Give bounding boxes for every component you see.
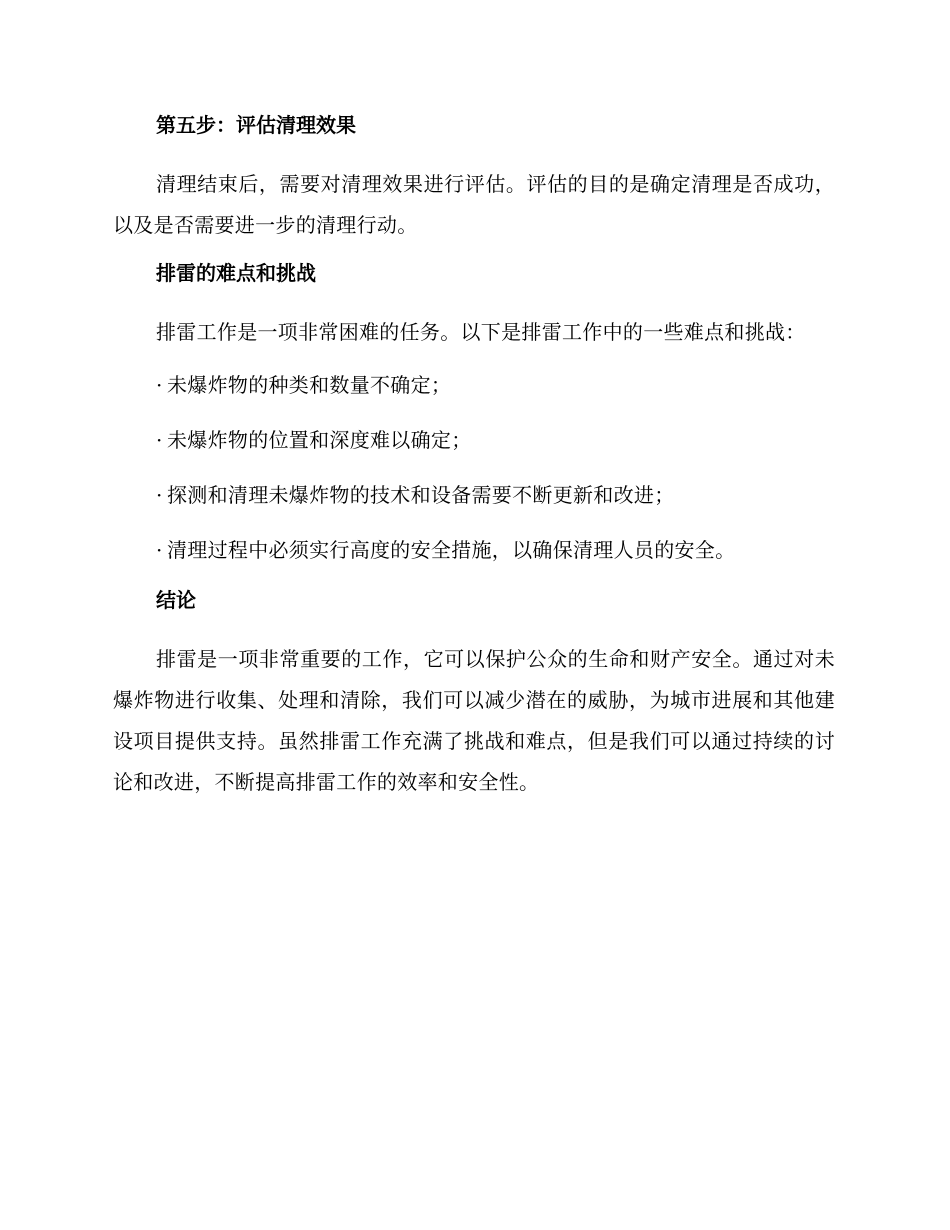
bullet-text: 未爆炸物的种类和数量不确定； [167, 373, 452, 397]
bullet-dot: · [156, 373, 163, 397]
bullet-text: 探测和清理未爆炸物的技术和设备需要不断更新和改进； [167, 483, 675, 507]
bullet-dot: · [156, 483, 163, 507]
bullet-dot: · [156, 538, 163, 562]
bullet-dot: · [156, 428, 163, 452]
section-heading-challenges: 排雷的难点和挑战 [156, 261, 316, 285]
section-paragraph-conclusion: 排雷是一项非常重要的工作，它可以保护公众的生命和财产安全。通过对未爆炸物进行收集、处理和清除，我们可以减少潜在的威胁，为城市进展和其他建设项目提供支持。虽然排雷工作充满了挑战和难点，但是我们可以通过持续的讨论和改进，不断提高排雷工作的效率和安全性。 [113, 647, 835, 794]
bullet-item [113, 420, 835, 461]
section-heading-conclusion: 结论 [156, 588, 196, 612]
bullet-item [113, 365, 835, 406]
section-paragraph-evaluate: 清理结束后，需要对清理效果进行评估。评估的目的是确定清理是否成功，以及是否需要进一步的清理行动。 [113, 172, 835, 237]
bullet-item [113, 530, 835, 571]
section-paragraph-challenges: 排雷工作是一项非常困难的任务。以下是排雷工作中的一些难点和挑战： [156, 320, 806, 344]
document-page [113, 110, 835, 815]
bullet-text: 未爆炸物的位置和深度难以确定； [167, 428, 472, 452]
bullet-item [113, 475, 835, 516]
section-heading-evaluate: 第五步：评估清理效果 [156, 113, 356, 137]
bullet-text: 清理过程中必须实行高度的安全措施，以确保清理人员的安全。 [167, 538, 736, 562]
